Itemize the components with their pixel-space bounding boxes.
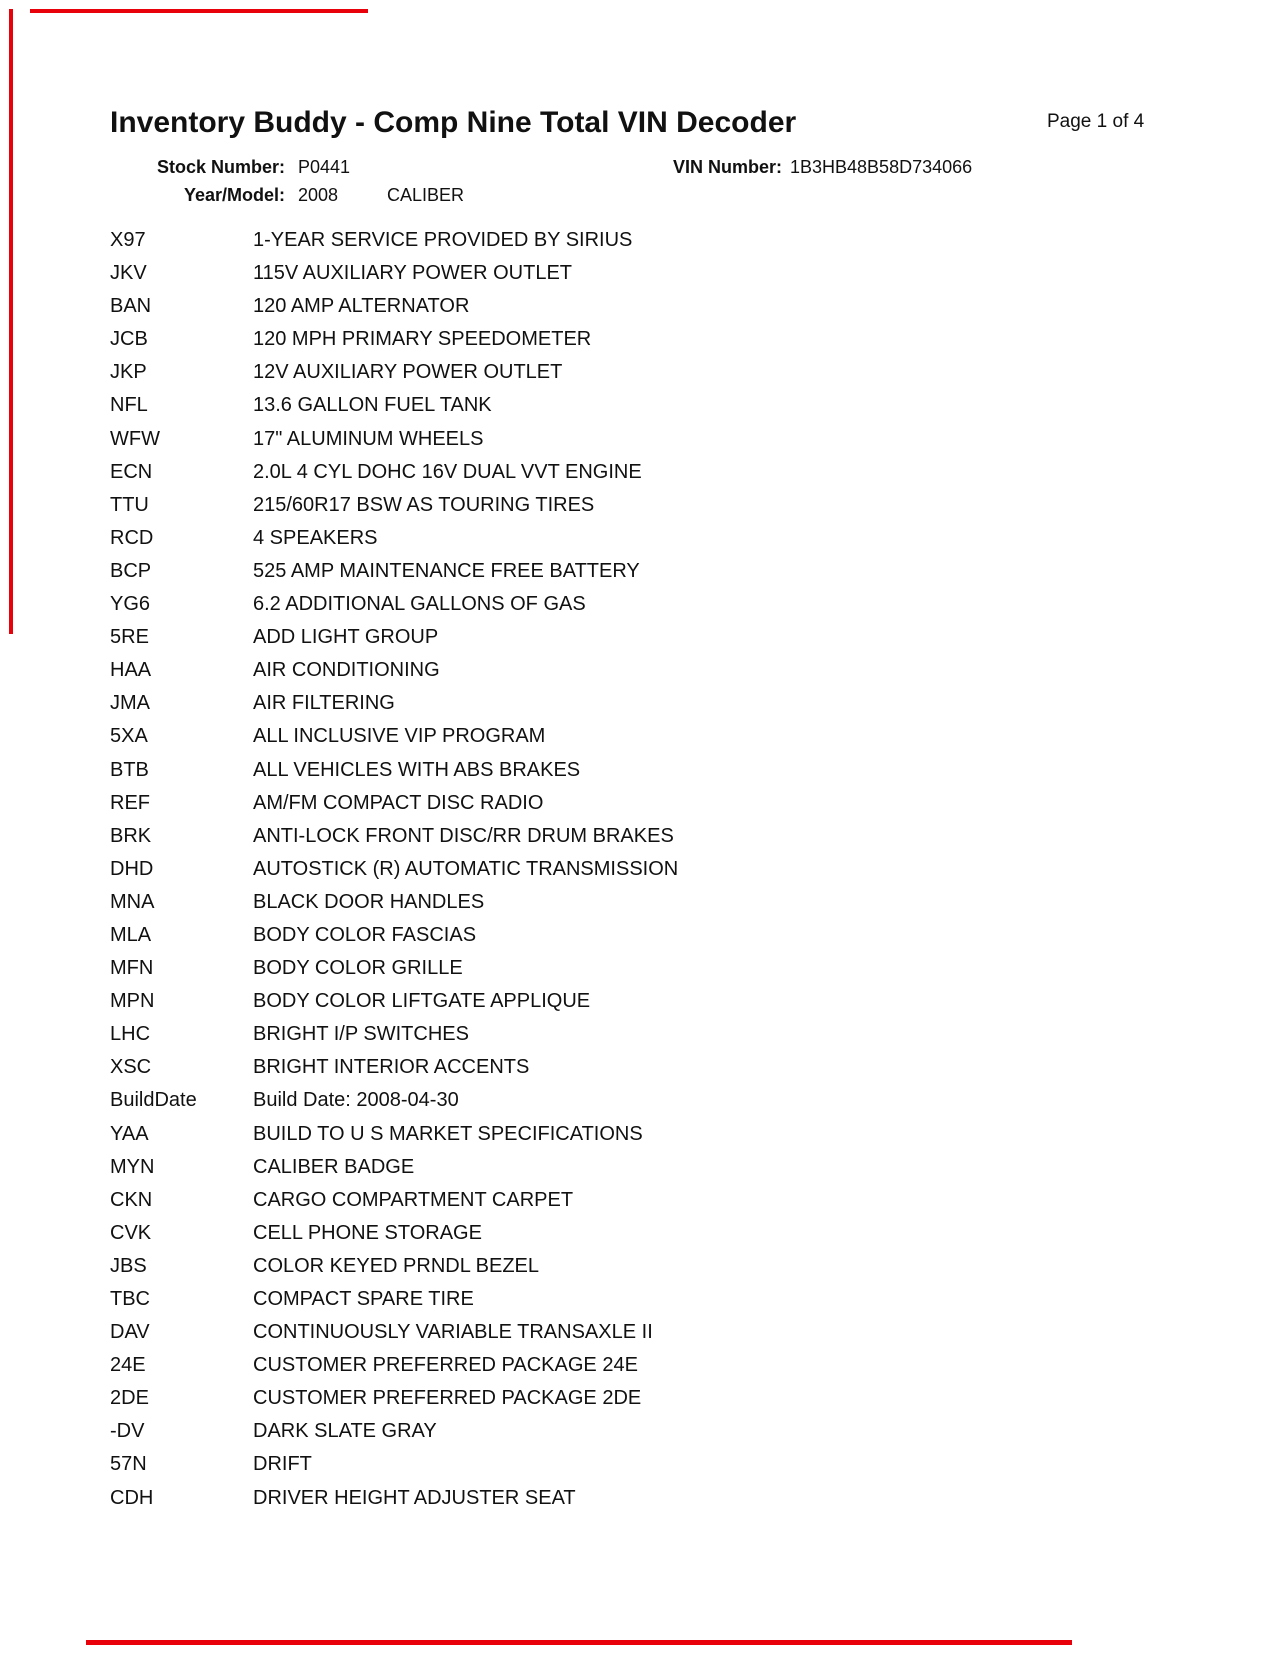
option-description: ANTI-LOCK FRONT DISC/RR DRUM BRAKES <box>253 824 674 847</box>
option-code: BAN <box>110 295 152 318</box>
option-description: 115V AUXILIARY POWER OUTLET <box>253 262 573 285</box>
red-scan-mark-top <box>30 9 368 13</box>
option-description: 13.6 GALLON FUEL TANK <box>253 394 492 417</box>
option-row <box>0 555 1280 588</box>
option-description: BLACK DOOR HANDLES <box>253 890 485 913</box>
option-code: RCD <box>110 526 154 549</box>
model-value: CALIBER <box>387 185 465 205</box>
option-description: DARK SLATE GRAY <box>253 1420 437 1443</box>
option-description: CARGO COMPARTMENT CARPET <box>253 1188 574 1211</box>
option-row <box>0 820 1280 853</box>
option-description: ALL INCLUSIVE VIP PROGRAM <box>253 725 546 748</box>
option-row <box>0 1283 1280 1316</box>
option-description: DRIFT <box>253 1453 312 1476</box>
year-value: 2008 <box>298 185 339 205</box>
option-description: COMPACT SPARE TIRE <box>253 1288 474 1310</box>
option-description: DRIVER HEIGHT ADJUSTER SEAT <box>253 1486 576 1509</box>
options-list <box>0 224 1280 1515</box>
stock-number-label: Stock Number: <box>156 157 285 177</box>
option-code: JKP <box>110 361 147 384</box>
option-row <box>0 1084 1280 1117</box>
option-row <box>0 853 1280 886</box>
option-row <box>0 257 1280 290</box>
stock-number-value: P0441 <box>298 157 351 177</box>
option-code: YAA <box>110 1122 149 1145</box>
option-code: 2DE <box>110 1387 149 1410</box>
option-description: AUTOSTICK (R) AUTOMATIC TRANSMISSION <box>253 857 679 880</box>
option-row <box>0 754 1280 787</box>
option-code: XSC <box>110 1056 152 1079</box>
option-row <box>0 1415 1280 1448</box>
option-code: BRK <box>110 824 152 847</box>
option-code: MYN <box>110 1155 155 1178</box>
option-description: 1-YEAR SERVICE PROVIDED BY SIRIUS <box>253 229 633 251</box>
option-description: CONTINUOUSLY VARIABLE TRANSAXLE II <box>253 1321 653 1344</box>
option-code: DAV <box>110 1321 150 1344</box>
option-description: BODY COLOR LIFTGATE APPLIQUE <box>253 990 591 1013</box>
option-description: ALL VEHICLES WITH ABS BRAKES <box>253 758 581 781</box>
option-code: CVK <box>110 1221 152 1244</box>
option-description: ADD LIGHT GROUP <box>253 626 439 649</box>
option-row <box>0 952 1280 985</box>
option-row <box>0 1482 1280 1515</box>
option-row <box>0 290 1280 323</box>
option-row <box>0 224 1280 257</box>
option-description: AM/FM COMPACT DISC RADIO <box>253 791 544 814</box>
option-description: BRIGHT INTERIOR ACCENTS <box>253 1056 530 1079</box>
page-indicator: Page 1 of 4 <box>1047 111 1145 132</box>
option-code: NFL <box>110 394 148 417</box>
option-code: LHC <box>110 1023 151 1046</box>
option-code: MFN <box>110 957 154 980</box>
option-code: JCB <box>110 328 148 351</box>
option-code: 5XA <box>110 725 148 748</box>
option-description: 6.2 ADDITIONAL GALLONS OF GAS <box>253 593 586 616</box>
option-code: -DV <box>110 1420 145 1443</box>
option-row <box>0 1151 1280 1184</box>
option-code: 57N <box>110 1453 147 1476</box>
option-row <box>0 787 1280 820</box>
option-row <box>0 1250 1280 1283</box>
option-code: JBS <box>110 1254 147 1277</box>
option-row <box>0 1217 1280 1250</box>
option-description: 120 MPH PRIMARY SPEEDOMETER <box>253 328 592 351</box>
option-row <box>0 720 1280 753</box>
option-description: CALIBER BADGE <box>253 1155 415 1178</box>
option-code: JKV <box>110 262 147 285</box>
option-description: BUILD TO U S MARKET SPECIFICATIONS <box>253 1122 643 1145</box>
option-code: X97 <box>110 229 146 251</box>
option-row <box>0 1051 1280 1084</box>
option-row <box>0 389 1280 422</box>
option-code: REF <box>110 791 150 814</box>
page-title: Inventory Buddy - Comp Nine Total VIN Decoder <box>110 106 797 139</box>
option-description: 120 AMP ALTERNATOR <box>253 295 470 318</box>
vin-number-value: 1B3HB48B58D734066 <box>790 157 973 177</box>
option-code: BTB <box>110 758 149 781</box>
option-row <box>0 919 1280 952</box>
option-code: CDH <box>110 1486 154 1509</box>
year-model-label: Year/Model: <box>183 185 285 205</box>
option-description: CUSTOMER PREFERRED PACKAGE 2DE <box>253 1387 642 1410</box>
option-code: 5RE <box>110 626 149 649</box>
option-description: BRIGHT I/P SWITCHES <box>253 1023 469 1046</box>
option-code: 24E <box>110 1354 146 1377</box>
option-description: CELL PHONE STORAGE <box>253 1221 482 1244</box>
option-description: AIR CONDITIONING <box>253 659 440 682</box>
option-code: JMA <box>110 692 150 715</box>
option-row <box>0 621 1280 654</box>
option-code: BuildDate <box>110 1089 197 1112</box>
option-description: COLOR KEYED PRNDL BEZEL <box>253 1254 540 1277</box>
option-row <box>0 687 1280 720</box>
option-code: TBC <box>110 1288 150 1310</box>
option-code: YG6 <box>110 593 151 616</box>
option-row <box>0 1448 1280 1481</box>
option-description: BODY COLOR GRILLE <box>253 957 463 980</box>
option-description: 215/60R17 BSW AS TOURING TIRES <box>253 493 595 516</box>
option-row <box>0 489 1280 522</box>
option-row <box>0 456 1280 489</box>
option-code: MLA <box>110 923 152 946</box>
option-description: CUSTOMER PREFERRED PACKAGE 24E <box>253 1354 638 1377</box>
option-row <box>0 886 1280 919</box>
option-description: Build Date: 2008-04-30 <box>253 1089 459 1112</box>
option-row <box>0 588 1280 621</box>
option-description: 12V AUXILIARY POWER OUTLET <box>253 361 563 384</box>
option-description: 17" ALUMINUM WHEELS <box>253 427 484 450</box>
option-row <box>0 1316 1280 1349</box>
option-row <box>0 1018 1280 1051</box>
option-description: 525 AMP MAINTENANCE FREE BATTERY <box>253 559 640 582</box>
option-row <box>0 1349 1280 1382</box>
option-code: ECN <box>110 460 153 483</box>
option-row <box>0 323 1280 356</box>
option-row <box>0 654 1280 687</box>
vin-number-label: VIN Number: <box>672 157 782 177</box>
option-code: DHD <box>110 857 154 880</box>
option-code: BCP <box>110 559 152 582</box>
option-code: MNA <box>110 890 155 913</box>
option-description: 2.0L 4 CYL DOHC 16V DUAL VVT ENGINE <box>253 460 642 483</box>
option-row <box>0 356 1280 389</box>
option-row <box>0 1184 1280 1217</box>
option-row <box>0 985 1280 1018</box>
option-row <box>0 423 1280 456</box>
option-code: MPN <box>110 990 155 1013</box>
option-code: WFW <box>110 427 160 450</box>
option-row <box>0 1382 1280 1415</box>
option-description: BODY COLOR FASCIAS <box>253 923 477 946</box>
option-code: CKN <box>110 1188 153 1211</box>
red-scan-mark-bottom <box>86 1640 1072 1645</box>
option-code: HAA <box>110 659 152 682</box>
option-code: TTU <box>110 493 149 516</box>
option-description: AIR FILTERING <box>253 692 395 715</box>
option-row <box>0 1118 1280 1151</box>
option-description: 4 SPEAKERS <box>253 526 378 549</box>
option-row <box>0 522 1280 555</box>
